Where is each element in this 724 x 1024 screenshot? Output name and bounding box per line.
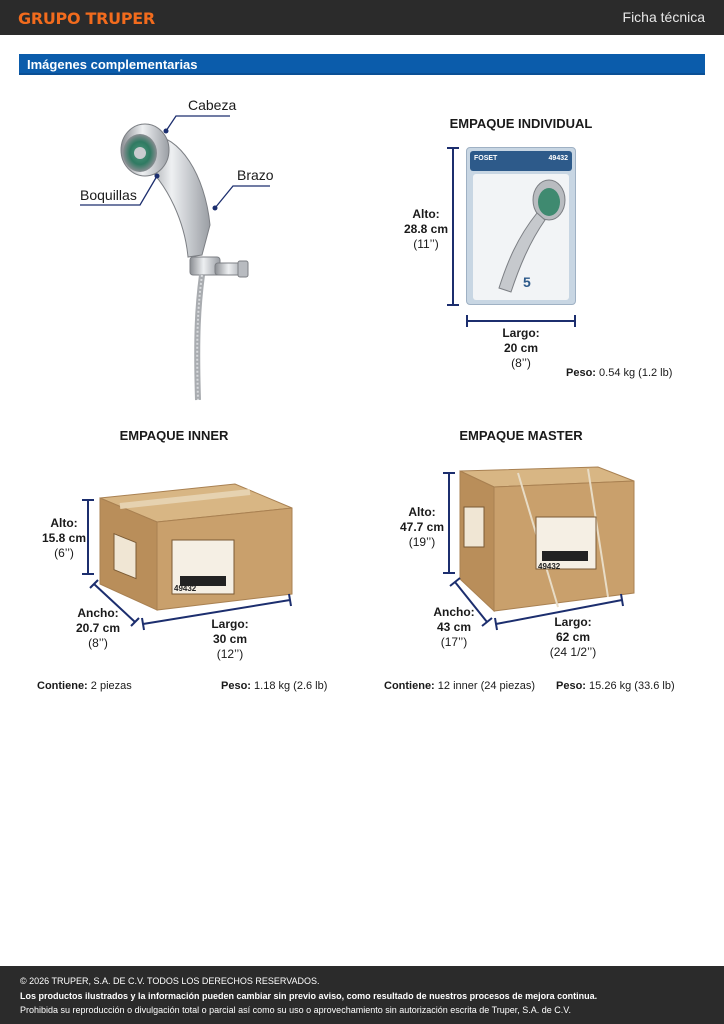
- footer-prohibition: Prohibida su reproducción o divulgación total o parcial así como su uso o aprovechamiento sin autorización escrita de Truper, S.A. de C.V.: [20, 1005, 571, 1015]
- master-contiene: [384, 680, 535, 692]
- alto-cm: 15.8 cm: [41, 531, 87, 545]
- callout-brazo: Brazo: [237, 167, 274, 183]
- peso-label: Peso:: [221, 680, 251, 692]
- peso-value: 15.26 kg (33.6 lb): [589, 680, 675, 692]
- contiene-label: Contiene:: [37, 680, 88, 692]
- largo-in: (8’’): [511, 356, 531, 370]
- alto-in: (11’’): [413, 237, 439, 251]
- largo-cm: 62 cm: [555, 630, 591, 644]
- largo-in: (24 1/2’’): [549, 645, 597, 659]
- largo-in: (12’’): [216, 647, 244, 661]
- alto-in: (6’’): [54, 546, 74, 560]
- callout-cabeza: Cabeza: [188, 97, 237, 113]
- contiene-value: 12 inner (24 piezas): [437, 680, 536, 692]
- largo-cm: 20 cm: [503, 341, 539, 355]
- package-modes: 5: [523, 274, 531, 290]
- peso-label: Peso:: [566, 367, 596, 379]
- ancho-in: (8’’): [88, 636, 108, 650]
- peso-value: 0.54 kg (1.2 lb): [599, 367, 673, 379]
- footer-notice: Los productos ilustrados y la información pueden cambiar sin previo aviso, como resultado de nuestros procesos de mejora continua.: [20, 991, 598, 1001]
- contiene-label: Contiene:: [384, 680, 435, 692]
- ancho-cm: 20.7 cm: [75, 621, 121, 635]
- ancho-label: Ancho:: [433, 605, 475, 619]
- footer-copyright: © 2026 TRUPER, S.A. DE C.V. TODOS LOS DERECHOS RESERVADOS.: [20, 976, 320, 986]
- peso-label: Peso:: [556, 680, 586, 692]
- largo-label: Largo:: [554, 615, 592, 629]
- largo-label: Largo:: [502, 326, 540, 340]
- document-type: Ficha técnica: [622, 9, 705, 25]
- individual-heading: EMPAQUE INDIVIDUAL: [449, 116, 593, 131]
- master-heading: EMPAQUE MASTER: [459, 428, 583, 443]
- alto-label: Alto:: [408, 505, 436, 519]
- peso-value: 1.18 kg (2.6 lb): [254, 680, 328, 692]
- ancho-label: Ancho:: [77, 606, 119, 620]
- alto-in: (19’’): [408, 535, 436, 549]
- alto-label: Alto:: [412, 207, 440, 221]
- footer: [0, 966, 724, 1024]
- package-brand: FOSET: [474, 155, 498, 162]
- alto-label: Alto:: [50, 516, 78, 530]
- master-peso: [556, 680, 675, 692]
- contiene-value: 2 piezas: [90, 680, 132, 692]
- alto-cm: 47.7 cm: [399, 520, 445, 534]
- inner-heading: EMPAQUE INNER: [119, 428, 229, 443]
- master-ancho: [426, 605, 482, 650]
- largo-cm: 30 cm: [212, 632, 248, 646]
- alto-cm: 28.8 cm: [403, 222, 449, 236]
- callout-boquillas: Boquillas: [80, 187, 137, 203]
- brand-logo: GRUPO TRUPER: [18, 9, 155, 28]
- package-code: 49432: [548, 155, 568, 162]
- inner-box-code: 49432: [174, 584, 197, 593]
- largo-label: Largo:: [211, 617, 249, 631]
- section-title: Imágenes complementarias: [27, 57, 198, 72]
- master-largo: [540, 615, 606, 660]
- ancho-cm: 43 cm: [436, 620, 472, 634]
- master-alto: [394, 505, 450, 550]
- master-box-code: 49432: [538, 562, 561, 571]
- ancho-in: (17’’): [440, 635, 468, 649]
